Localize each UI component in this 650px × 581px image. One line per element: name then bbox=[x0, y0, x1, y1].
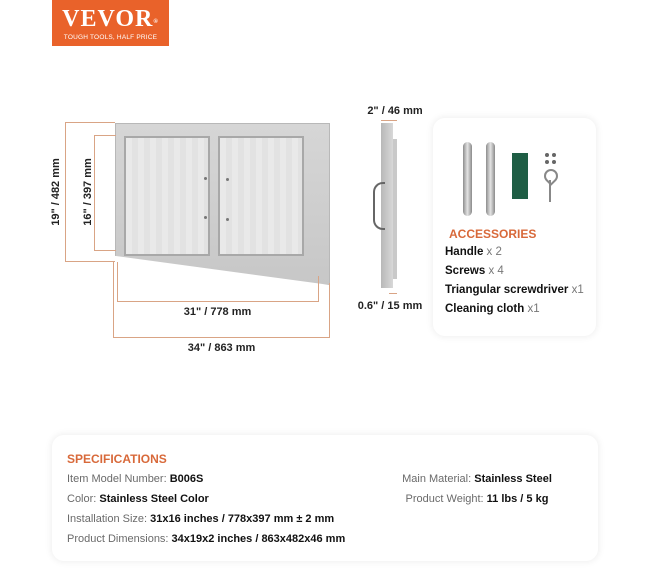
accessory-item: Triangular screwdriver x1 bbox=[445, 284, 584, 296]
screwdriver-shaft-icon bbox=[549, 180, 551, 202]
right-door-image bbox=[218, 136, 304, 256]
knob-icon bbox=[204, 216, 207, 219]
depth-top-label: 2" / 46 mm bbox=[367, 105, 423, 117]
screw-icon bbox=[545, 153, 549, 157]
spec-row: Item Model Number: B006S bbox=[67, 473, 204, 485]
handle-profile-icon bbox=[373, 182, 385, 230]
door-width-dimension-line bbox=[117, 301, 318, 302]
brand-name: VEVOR bbox=[62, 6, 154, 32]
depth-bottom-label: 0.6" / 15 mm bbox=[357, 300, 423, 312]
screw-icon bbox=[552, 153, 556, 157]
specifications-card bbox=[52, 435, 598, 561]
spec-row: Main Material: Stainless Steel bbox=[402, 473, 552, 485]
brand-logo bbox=[52, 0, 169, 46]
spec-row: Product Dimensions: 34x19x2 inches / 863x482x46 mm bbox=[67, 533, 346, 545]
registered-mark: ® bbox=[153, 19, 159, 25]
depth-dimension-line bbox=[381, 120, 397, 121]
dimension-tick bbox=[318, 276, 319, 302]
dimension-tick bbox=[94, 135, 116, 136]
accessory-item: Cleaning cloth x1 bbox=[445, 303, 540, 315]
brand-tagline: TOUGH TOOLS, HALF PRICE bbox=[63, 34, 158, 41]
dimension-tick bbox=[65, 261, 115, 262]
door-width-label: 31" / 778 mm bbox=[183, 306, 252, 318]
overall-width-dimension-line bbox=[113, 337, 330, 338]
depth-dimension-line bbox=[389, 293, 397, 294]
accessories-card bbox=[433, 118, 596, 336]
accessory-item: Handle x 2 bbox=[445, 246, 502, 258]
dimension-tick bbox=[117, 262, 118, 302]
screwdriver-icon bbox=[541, 166, 561, 186]
door-height-dimension-line bbox=[94, 135, 95, 251]
spec-row: Color: Stainless Steel Color bbox=[67, 493, 209, 505]
handle-icon bbox=[463, 142, 472, 216]
left-door-image bbox=[124, 136, 210, 256]
knob-icon bbox=[226, 178, 229, 181]
dimension-tick bbox=[94, 250, 116, 251]
knob-icon bbox=[204, 177, 207, 180]
overall-width-label: 34" / 863 mm bbox=[187, 342, 256, 354]
dimension-tick bbox=[329, 283, 330, 338]
specifications-title: SPECIFICATIONS bbox=[67, 452, 167, 466]
spec-row: Installation Size: 31x16 inches / 778x397 mm ± 2 mm bbox=[67, 513, 335, 525]
height-dimension-line bbox=[65, 122, 66, 262]
accessory-item: Screws x 4 bbox=[445, 265, 504, 277]
cleaning-cloth-icon bbox=[512, 153, 528, 199]
screw-icon bbox=[552, 160, 556, 164]
screw-icon bbox=[545, 160, 549, 164]
overall-height-label: 19" / 482 mm bbox=[50, 158, 62, 226]
dimension-tick bbox=[65, 122, 115, 123]
door-height-label: 16" / 397 mm bbox=[82, 158, 94, 226]
spec-row: Product Weight: 11 lbs / 5 kg bbox=[405, 493, 549, 505]
dimension-tick bbox=[113, 262, 114, 338]
handle-icon bbox=[486, 142, 495, 216]
accessories-title: ACCESSORIES bbox=[449, 227, 537, 241]
knob-icon bbox=[226, 218, 229, 221]
